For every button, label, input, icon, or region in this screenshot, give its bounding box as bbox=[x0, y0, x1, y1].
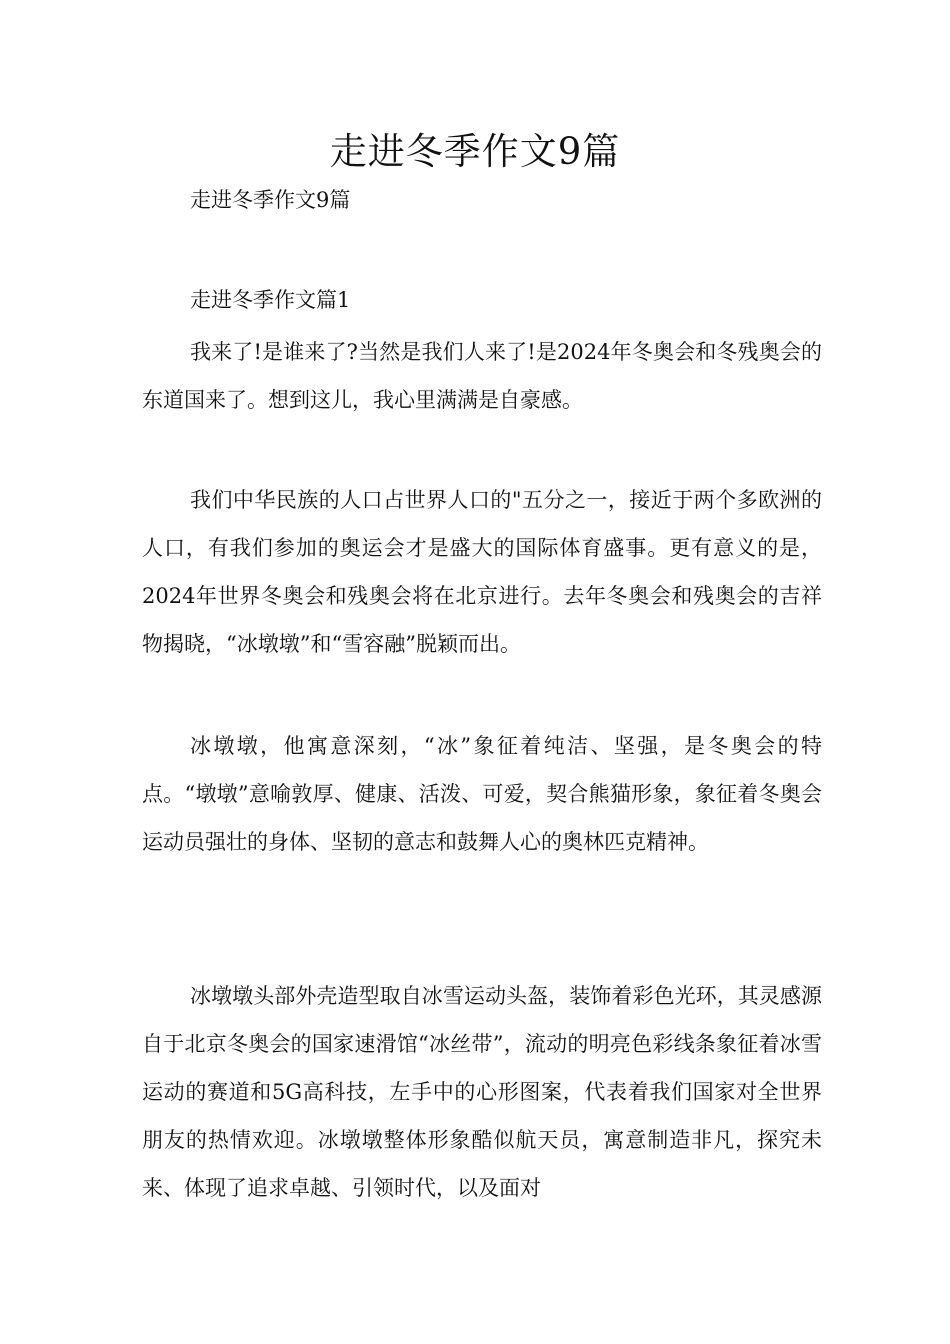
paragraph-2: 我们中华民族的人口占世界人口的"五分之一，接近于两个多欧洲的人口，有我们参加的奥运会才是盛大的国际体育盛事。更有意义的是，2024年世界冬奥会和残奥会将在北京进行。去年冬奥会和残奥会的吉祥物揭晓，“冰墩墩”和“雪容融”脱颖而出。 bbox=[142, 488, 822, 656]
paragraph-3: 冰墩墩，他寓意深刻，“冰”象征着纯洁、坚强，是冬奥会的特点。“墩墩”意喻敦厚、健康、活泼、可爱，契合熊猫形象，象征着冬奥会运动员强壮的身体、坚韧的意志和鼓舞人心的奥林匹克精神。 bbox=[142, 734, 822, 854]
paragraph-1: 我来了!是谁来了?当然是我们人来了!是2024年冬奥会和冬残奥会的东道国来了。想到这儿，我心里满满是自豪感。 bbox=[142, 340, 822, 412]
document-title: 走进冬季作文9篇 bbox=[329, 130, 621, 173]
document-subtitle: 走进冬季作文9篇 bbox=[190, 188, 351, 212]
paragraph-4: 冰墩墩头部外壳造型取自冰雪运动头盔，装饰着彩色光环，其灵感源自于北京冬奥会的国家速滑馆“冰丝带”，流动的明亮色彩线条象征着冰雪运动的赛道和5G高科技，左手中的心形图案，代表着我们国家对全世界朋友的热情欢迎。冰墩墩整体形象酷似航天员，寓意制造非凡，探究未来、体现了追求卓越、引领时代，以及面对 bbox=[142, 984, 822, 1200]
section-heading: 走进冬季作文篇1 bbox=[190, 288, 351, 312]
